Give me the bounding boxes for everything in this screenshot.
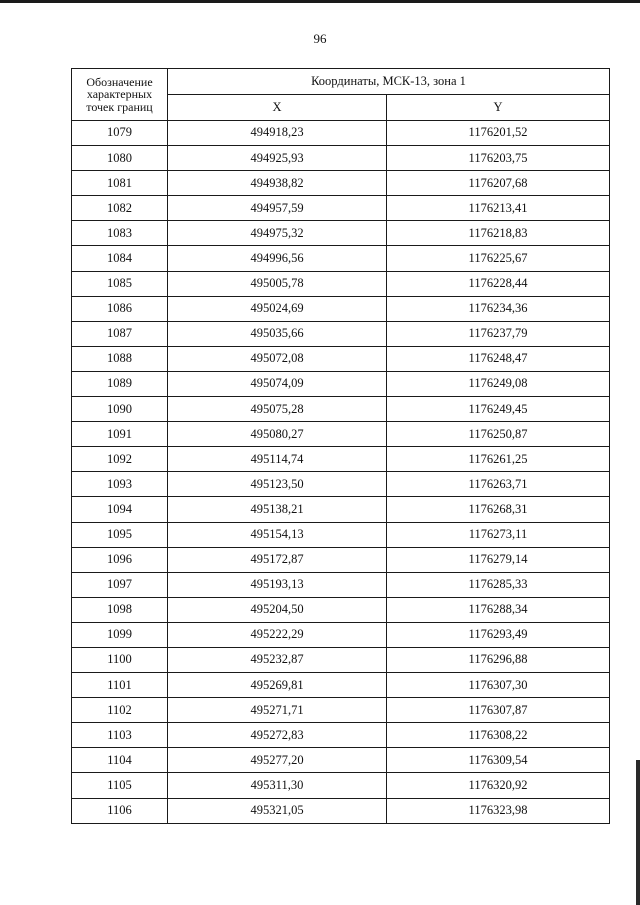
x-cell: 495204,50 <box>168 597 387 622</box>
point-cell: 1100 <box>72 647 168 672</box>
point-cell: 1088 <box>72 346 168 371</box>
scan-edge-top <box>0 0 640 3</box>
header-point-designation: Обозначение характерных точек границ <box>72 69 168 121</box>
table-row <box>72 346 610 371</box>
y-cell: 1176201,52 <box>387 121 610 146</box>
point-cell: 1090 <box>72 397 168 422</box>
header-y: Y <box>387 95 610 121</box>
y-cell: 1176273,11 <box>387 522 610 547</box>
x-cell: 495271,71 <box>168 698 387 723</box>
y-cell: 1176263,71 <box>387 472 610 497</box>
table-row <box>72 773 610 798</box>
y-cell: 1176279,14 <box>387 547 610 572</box>
scan-edge-right <box>636 760 640 905</box>
point-cell: 1102 <box>72 698 168 723</box>
table-row <box>72 547 610 572</box>
y-cell: 1176309,54 <box>387 748 610 773</box>
table-row <box>72 321 610 346</box>
point-cell: 1082 <box>72 196 168 221</box>
point-cell: 1084 <box>72 246 168 271</box>
x-cell: 495035,66 <box>168 321 387 346</box>
point-cell: 1086 <box>72 296 168 321</box>
point-cell: 1095 <box>72 522 168 547</box>
table-row <box>72 497 610 522</box>
table-row <box>72 371 610 396</box>
y-cell: 1176268,31 <box>387 497 610 522</box>
header-x: X <box>168 95 387 121</box>
table-row <box>72 647 610 672</box>
table-row <box>72 296 610 321</box>
point-cell: 1091 <box>72 422 168 447</box>
x-cell: 495277,20 <box>168 748 387 773</box>
x-cell: 494918,23 <box>168 121 387 146</box>
point-cell: 1085 <box>72 271 168 296</box>
y-cell: 1176288,34 <box>387 597 610 622</box>
x-cell: 494938,82 <box>168 171 387 196</box>
table-row <box>72 522 610 547</box>
x-cell: 495072,08 <box>168 346 387 371</box>
y-cell: 1176249,08 <box>387 371 610 396</box>
x-cell: 495311,30 <box>168 773 387 798</box>
x-cell: 494975,32 <box>168 221 387 246</box>
y-cell: 1176248,47 <box>387 346 610 371</box>
y-cell: 1176218,83 <box>387 221 610 246</box>
table-row <box>72 673 610 698</box>
point-cell: 1101 <box>72 673 168 698</box>
y-cell: 1176225,67 <box>387 246 610 271</box>
x-cell: 495123,50 <box>168 472 387 497</box>
table-row <box>72 748 610 773</box>
y-cell: 1176213,41 <box>387 196 610 221</box>
x-cell: 495080,27 <box>168 422 387 447</box>
point-cell: 1083 <box>72 221 168 246</box>
x-cell: 495222,29 <box>168 622 387 647</box>
y-cell: 1176307,87 <box>387 698 610 723</box>
y-cell: 1176228,44 <box>387 271 610 296</box>
x-cell: 495272,83 <box>168 723 387 748</box>
y-cell: 1176307,30 <box>387 673 610 698</box>
y-cell: 1176285,33 <box>387 572 610 597</box>
point-cell: 1094 <box>72 497 168 522</box>
table-row <box>72 472 610 497</box>
table-row <box>72 221 610 246</box>
x-cell: 495232,87 <box>168 647 387 672</box>
table-row <box>72 447 610 472</box>
point-cell: 1092 <box>72 447 168 472</box>
table-row <box>72 723 610 748</box>
x-cell: 494996,56 <box>168 246 387 271</box>
table-row <box>72 271 610 296</box>
y-cell: 1176207,68 <box>387 171 610 196</box>
x-cell: 494957,59 <box>168 196 387 221</box>
y-cell: 1176203,75 <box>387 146 610 171</box>
x-cell: 495154,13 <box>168 522 387 547</box>
table-row <box>72 597 610 622</box>
point-cell: 1105 <box>72 773 168 798</box>
x-cell: 495114,74 <box>168 447 387 472</box>
x-cell: 495269,81 <box>168 673 387 698</box>
x-cell: 495074,09 <box>168 371 387 396</box>
coordinates-table <box>71 68 610 824</box>
table-body <box>72 121 610 824</box>
point-cell: 1087 <box>72 321 168 346</box>
point-cell: 1089 <box>72 371 168 396</box>
table-row <box>72 397 610 422</box>
y-cell: 1176250,87 <box>387 422 610 447</box>
table-row <box>72 196 610 221</box>
point-cell: 1106 <box>72 798 168 823</box>
x-cell: 495193,13 <box>168 572 387 597</box>
table-row <box>72 121 610 146</box>
point-cell: 1093 <box>72 472 168 497</box>
point-cell: 1097 <box>72 572 168 597</box>
y-cell: 1176296,88 <box>387 647 610 672</box>
point-cell: 1096 <box>72 547 168 572</box>
table-row <box>72 422 610 447</box>
point-cell: 1104 <box>72 748 168 773</box>
x-cell: 495005,78 <box>168 271 387 296</box>
x-cell: 495321,05 <box>168 798 387 823</box>
page-number: 96 <box>313 31 327 46</box>
table-row <box>72 798 610 823</box>
y-cell: 1176308,22 <box>387 723 610 748</box>
point-cell: 1099 <box>72 622 168 647</box>
table-row <box>72 698 610 723</box>
table-row <box>72 171 610 196</box>
y-cell: 1176293,49 <box>387 622 610 647</box>
y-cell: 1176323,98 <box>387 798 610 823</box>
y-cell: 1176320,92 <box>387 773 610 798</box>
point-cell: 1080 <box>72 146 168 171</box>
table-row <box>72 572 610 597</box>
y-cell: 1176261,25 <box>387 447 610 472</box>
table-row <box>72 622 610 647</box>
point-cell: 1081 <box>72 171 168 196</box>
point-cell: 1103 <box>72 723 168 748</box>
table-row <box>72 246 610 271</box>
x-cell: 495138,21 <box>168 497 387 522</box>
header-coordinates: Координаты, МСК-13, зона 1 <box>168 69 610 95</box>
x-cell: 495024,69 <box>168 296 387 321</box>
table-row <box>72 146 610 171</box>
y-cell: 1176249,45 <box>387 397 610 422</box>
x-cell: 494925,93 <box>168 146 387 171</box>
x-cell: 495172,87 <box>168 547 387 572</box>
y-cell: 1176237,79 <box>387 321 610 346</box>
y-cell: 1176234,36 <box>387 296 610 321</box>
point-cell: 1098 <box>72 597 168 622</box>
x-cell: 495075,28 <box>168 397 387 422</box>
point-cell: 1079 <box>72 121 168 146</box>
